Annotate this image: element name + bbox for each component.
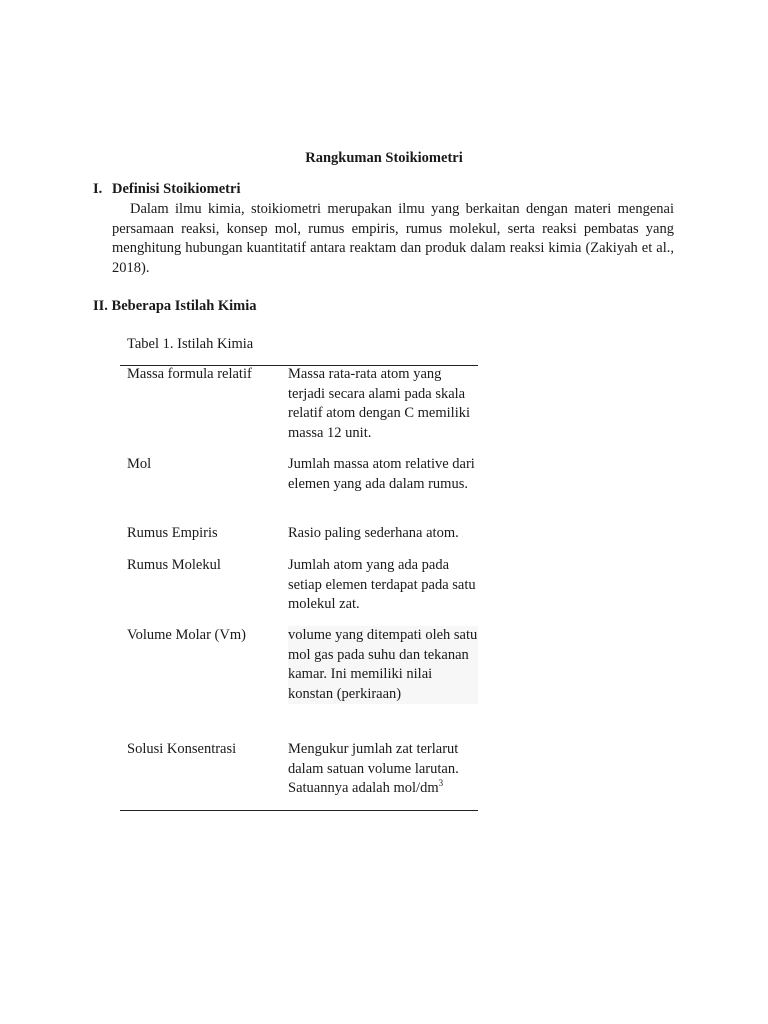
definition-text: Mengukur jumlah zat terlarut dalam satuan volume larutan. Satuannya adalah mol/dm	[288, 741, 459, 796]
superscript-exponent: 3	[438, 778, 444, 789]
document-title: Rangkuman Stoikiometri	[305, 150, 463, 166]
table-cell-definition: Jumlah massa atom relative dari elemen yang ada dalam rumus.	[288, 456, 475, 492]
table-cell-definition: Jumlah atom yang ada pada setiap elemen terdapat pada satu molekul zat.	[288, 557, 476, 612]
table-caption: Tabel 1. Istilah Kimia	[127, 336, 254, 352]
table-cell-term: Rumus Molekul	[127, 557, 221, 573]
table-cell-term: Volume Molar (Vm)	[127, 627, 246, 643]
table-cell-definition	[288, 740, 478, 799]
section-2-heading: II. Beberapa Istilah Kimia	[93, 298, 257, 314]
table-cell-definition: Massa rata-rata atom yang terjadi secara alami pada skala relatif atom dengan C memiliki massa 12 unit.	[288, 366, 471, 441]
table-cell-term: Mol	[127, 456, 152, 472]
table-cell-definition: volume yang ditempati oleh satu mol gas pada suhu dan tekanan kamar. Ini memiliki nilai konstan (perkiraan)	[288, 626, 478, 704]
section-1-heading	[93, 181, 240, 198]
table-cell-term: Solusi Konsentrasi	[127, 741, 237, 757]
section-1-number: I.	[93, 181, 103, 197]
table-cell-definition: Rasio paling sederhana atom.	[288, 525, 459, 541]
table-cell-term: Massa formula relatif	[127, 366, 252, 382]
section-1-title: Definisi Stoikiometri	[112, 181, 241, 197]
table-bottom-rule	[120, 810, 478, 811]
section-1-paragraph: Dalam ilmu kimia, stoikiometri merupakan ilmu yang berkaitan dengan materi mengenai persamaan reaksi, konsep mol, rumus empiris, rumus molekul, serta reaksi pembatas yang menghitung hubungan kuantitatif antara reaktam dan produk dalam reaksi kimia (Zakiyah et al., 2018).	[112, 201, 674, 276]
table-cell-term: Rumus Empiris	[127, 525, 218, 541]
